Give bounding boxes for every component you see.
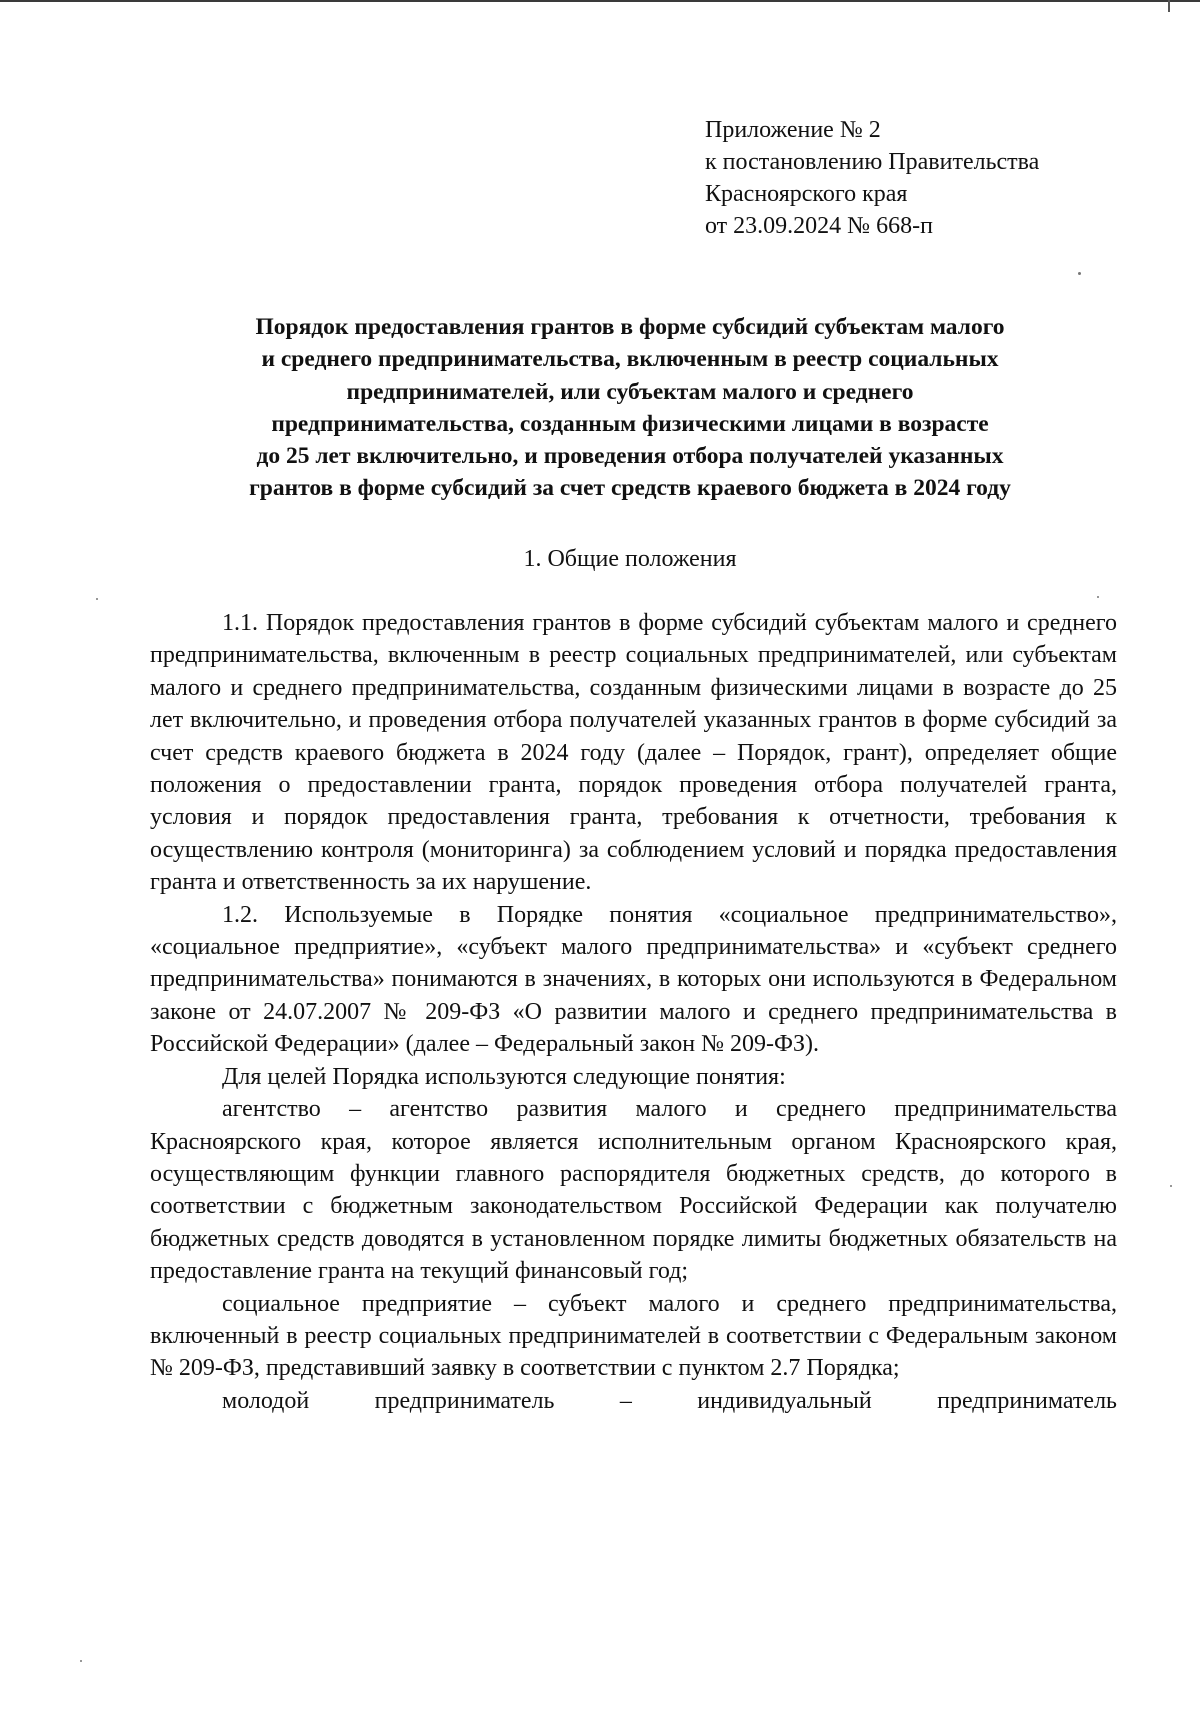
scan-speck xyxy=(96,598,98,600)
title-line: предпринимателей, или субъектам малого и среднего xyxy=(346,378,914,405)
document-body xyxy=(150,607,1117,1417)
title-line: грантов в форме субсидий за счет средств краевого бюджета в 2024 году xyxy=(249,475,1011,502)
appendix-line: Красноярского края xyxy=(705,181,908,207)
paragraph-1-2: 1.2. Используемые в Порядке понятия «социальное предпринимательство», «социальное предприятие», «субъект малого предпринимательства» и «субъект среднего предпринимательства» понимаются в значениях, в которых они используются в Федеральном законе от 24.07.2007 № 209-ФЗ «О развитии малого и среднего предпринимательства в Российской Федерации» (далее – Федеральный закон № 209-ФЗ). xyxy=(150,901,1117,1058)
scan-speck xyxy=(1097,596,1099,598)
scan-speck xyxy=(1078,272,1081,275)
appendix-block xyxy=(705,114,1145,242)
title-line: Порядок предоставления грантов в форме субсидий субъектам малого xyxy=(255,314,1005,340)
scan-speck xyxy=(1170,1185,1172,1187)
paragraph-definition-agency: агентство – агентство развития малого и среднего предпринимательства Красноярского края, которое является исполнительным органом Красноярского края, осуществляющим функции главного распорядителя бюджетных средств, до которого в соответствии с бюджетным законодательством Российской Федерации как получателю бюджетных средств доводятся в установленном порядке лимиты бюджетных обязательств на предоставление гранта на текущий финансовый год; xyxy=(150,1096,1117,1285)
section-heading: 1. Общие положения xyxy=(523,546,737,572)
paragraph-definition-young-entrepreneur: молодой предприниматель – индивидуальный предприниматель xyxy=(222,1387,1117,1414)
paragraph-definition-social-enterprise: социальное предприятие – субъект малого и среднего предпринимательства, включенный в реестр социальных предпринимателей в соответствии с Федеральным законом № 209-ФЗ, представивший заявку в соответствии с пунктом 2.7 Порядка; xyxy=(150,1290,1117,1382)
paragraph-definitions-intro: Для целей Порядка используются следующие понятия: xyxy=(222,1063,786,1090)
appendix-line: от 23.09.2024 № 668-п xyxy=(705,213,933,239)
paragraph-1-1: 1.1. Порядок предоставления грантов в форме субсидий субъектам малого и среднего предпринимательства, включенным в реестр социальных предпринимателей, или субъектам малого и среднего предпринимательства, созданным физическими лицами в возрасте до 25 лет включительно, и проведения отбора получателей указанных грантов в форме субсидий за счет средств краевого бюджета в 2024 году (далее – Порядок, грант), определяет общие положения о предоставлении гранта, порядок проведения отбора получателей гранта, условия и порядок предоставления гранта, требования к отчетности, требования к осуществлению контроля (мониторинга) за соблюдением условий и порядка предоставления гранта и ответственность за их нарушение. xyxy=(150,610,1117,896)
appendix-line: к постановлению Правительства xyxy=(705,149,1040,175)
document-title xyxy=(150,311,1110,505)
appendix-line: Приложение № 2 xyxy=(705,117,881,143)
title-line: предпринимательства, созданным физическими лицами в возрасте xyxy=(271,410,989,437)
scan-speck xyxy=(80,1660,82,1662)
title-line: до 25 лет включительно, и проведения отбора получателей указанных xyxy=(256,443,1004,470)
title-line: и среднего предпринимательства, включенным в реестр социальных xyxy=(261,346,999,373)
